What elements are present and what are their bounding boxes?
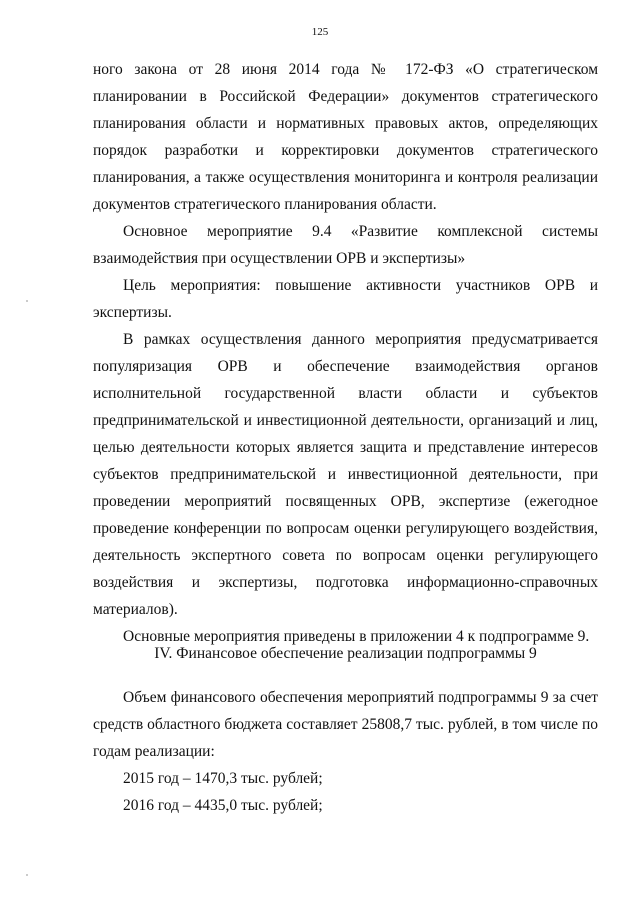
paragraph-measure-description: В рамках осуществления данного мероприятия предусматривается популяризация ОРВ и обеспечение взаимодействия органов исполнительной государственной власти области и субъектов предпринимательской и инвестиционной деятельности, организаций и лиц, целью деятельности которых является защита и представление интересов субъектов предпринимательской и инвестиционной деятельности, при проведении мероприятий посвященных ОРВ, экспертизе (ежегодное проведение конференции по вопросам оценки регулирующего воздействия, деятельность экспертного совета по вопросам оценки регулирующего воздействия и экспертизы, подготовка информационно-справочных материалов). — [93, 331, 598, 618]
paragraph-financing-intro: Объем финансового обеспечения мероприятий подпрограммы 9 за счет средств областного бюджета составляет 25808,7 тыс. рублей, в том числе по годам реализации: — [93, 689, 598, 760]
paragraph-continuation: ного закона от 28 июня 2014 года № 172-ФЗ «О стратегическом планировании в Российской Федерации» документов стратегического планирования области и нормативных правовых актов, определяющих порядок разработки и корректировки документов стратегического планирования, а также осуществления мониторинга и контроля реализации документов стратегического планирования области. — [93, 61, 598, 213]
paragraph-measure-title: Основное мероприятие 9.4 «Развитие комплексной системы взаимодействия при осуществлении ОРВ и экспертизы» — [93, 223, 598, 267]
section-heading: IV. Финансовое обеспечение реализации подпрограммы 9 — [154, 645, 537, 662]
list-item-year-2015: 2015 год – 1470,3 тыс. рублей; — [123, 770, 323, 787]
scan-speck — [26, 300, 28, 302]
body-text-top — [93, 56, 598, 650]
paragraph-measure-goal: Цель мероприятия: повышение активности участников ОРВ и экспертизы. — [93, 277, 598, 321]
body-text-financing — [93, 684, 598, 819]
page-number: 125 — [311, 26, 329, 38]
list-item-year-2016: 2016 год – 4435,0 тыс. рублей; — [123, 797, 323, 814]
scan-speck — [26, 874, 28, 876]
paragraph-measures-reference: Основные мероприятия приведены в приложении 4 к подпрограмме 9. — [123, 628, 590, 645]
